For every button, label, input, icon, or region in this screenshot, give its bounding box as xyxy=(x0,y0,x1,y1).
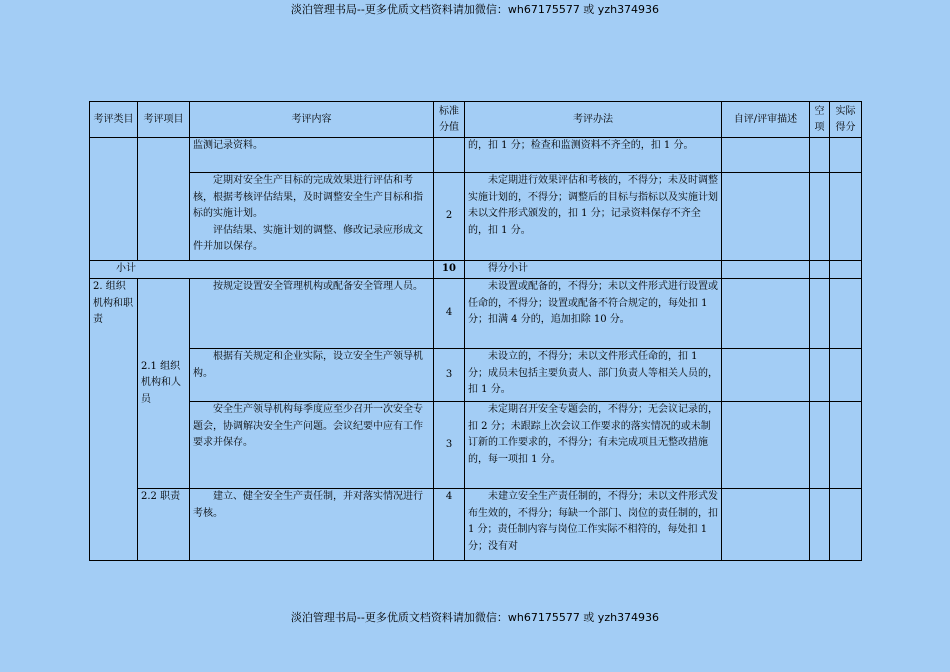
table-row xyxy=(90,173,862,261)
self-eval-cell xyxy=(722,349,810,402)
empty-cell xyxy=(810,173,830,261)
table-row xyxy=(90,279,862,349)
content-cell: 建立、健全安全生产责任制，并对落实情况进行考核。 xyxy=(190,489,434,561)
table-row xyxy=(90,349,862,402)
actual-cell xyxy=(830,489,862,561)
subtotal-score: 10 xyxy=(434,261,465,279)
content-paragraph: 定期对安全生产目标的完成效果进行评估和考核，根据考核评估结果，及时调整安全生产目标和指标的实施计划。 xyxy=(193,175,423,219)
header-content: 考评内容 xyxy=(190,102,434,138)
empty-cell xyxy=(810,261,830,279)
subtotal-method: 得分小计 xyxy=(465,261,722,279)
content-cell xyxy=(190,173,434,261)
self-eval-cell xyxy=(722,489,810,561)
item-cell: 2.2 职责 xyxy=(138,489,190,561)
method-cell: 未建立安全生产责任制的，不得分；未以文件形式发布生效的，不得分；每缺一个部门、岗位的责任制的，扣 1 分；责任制内容与岗位工作实际不相符的，每处扣 1 分；没有对 xyxy=(465,489,722,561)
self-eval-cell xyxy=(722,173,810,261)
content-cell: 根据有关规定和企业实际，设立安全生产领导机构。 xyxy=(190,349,434,402)
category-cell: 2. 组织机构和职责 xyxy=(90,279,138,561)
header-method: 考评办法 xyxy=(465,102,722,138)
method-cell: 的，扣 1 分；检查和监测资料不齐全的，扣 1 分。 xyxy=(465,138,722,173)
actual-cell xyxy=(830,138,862,173)
table-row xyxy=(90,489,862,561)
content-paragraph: 评估结果、实施计划的调整、修改记录应形成文件并加以保存。 xyxy=(193,224,423,252)
content-cell: 安全生产领导机构每季度应至少召开一次安全专题会，协调解决安全生产问题。会议纪要中应有工作要求并保存。 xyxy=(190,402,434,489)
method-cell: 未定期进行效果评估和考核的，不得分；未及时调整实施计划的，不得分；调整后的目标与指标以及实施计划未以文件形式颁发的，扣 1 分；记录资料保存不齐全的，扣 1 分。 xyxy=(465,173,722,261)
actual-cell xyxy=(830,349,862,402)
method-cell: 未设置或配备的，不得分；未以文件形式进行设置或任命的，不得分；设置或配备不符合规定的，每处扣 1 分；扣满 4 分的，追加扣除 10 分。 xyxy=(465,279,722,349)
score-cell: 4 xyxy=(434,489,465,561)
table-row xyxy=(90,402,862,489)
score-cell xyxy=(434,138,465,173)
score-cell: 3 xyxy=(434,402,465,489)
item-cell: 2.1 组织机构和人员 xyxy=(138,279,190,489)
subtotal-row xyxy=(90,261,862,279)
evaluation-table xyxy=(89,101,862,561)
self-eval-cell xyxy=(722,138,810,173)
header-empty: 空项 xyxy=(810,102,830,138)
empty-cell xyxy=(810,402,830,489)
empty-cell xyxy=(810,138,830,173)
self-eval-cell xyxy=(722,279,810,349)
bottom-banner: 淡泊管理书局--更多优质文档资料请加微信：wh67175577 或 yzh374936 xyxy=(290,611,660,624)
self-eval-cell xyxy=(722,261,810,279)
empty-cell xyxy=(810,489,830,561)
actual-cell xyxy=(830,173,862,261)
table-row xyxy=(90,138,862,173)
item-cell-empty xyxy=(138,138,190,261)
actual-cell xyxy=(830,279,862,349)
header-actual: 实际得分 xyxy=(830,102,862,138)
category-cell-empty xyxy=(90,138,138,261)
content-cell: 监测记录资料。 xyxy=(190,138,434,173)
empty-cell xyxy=(810,279,830,349)
table-header-row xyxy=(90,102,862,138)
empty-cell xyxy=(810,349,830,402)
actual-cell xyxy=(830,402,862,489)
self-eval-cell xyxy=(722,402,810,489)
header-score: 标准分值 xyxy=(434,102,465,138)
header-category: 考评类目 xyxy=(90,102,138,138)
top-banner: 淡泊管理书局--更多优质文档资料请加微信：wh67175577 或 yzh374936 xyxy=(290,3,660,16)
actual-cell xyxy=(830,261,862,279)
subtotal-label: 小计 xyxy=(90,261,434,279)
score-cell: 2 xyxy=(434,173,465,261)
header-item: 考评项目 xyxy=(138,102,190,138)
score-cell: 3 xyxy=(434,349,465,402)
method-cell: 未定期召开安全专题会的，不得分；无会议记录的，扣 2 分；未跟踪上次会议工作要求的落实情况的或未制订新的工作要求的，不得分；有未完成项且无整改措施的，每一项扣 1 分。 xyxy=(465,402,722,489)
content-cell: 按规定设置安全管理机构或配备安全管理人员。 xyxy=(190,279,434,349)
method-cell: 未设立的，不得分；未以文件形式任命的，扣 1 分；成员未包括主要负责人、部门负责人等相关人员的，扣 1 分。 xyxy=(465,349,722,402)
score-cell: 4 xyxy=(434,279,465,349)
header-self-eval: 自评/评审描述 xyxy=(722,102,810,138)
